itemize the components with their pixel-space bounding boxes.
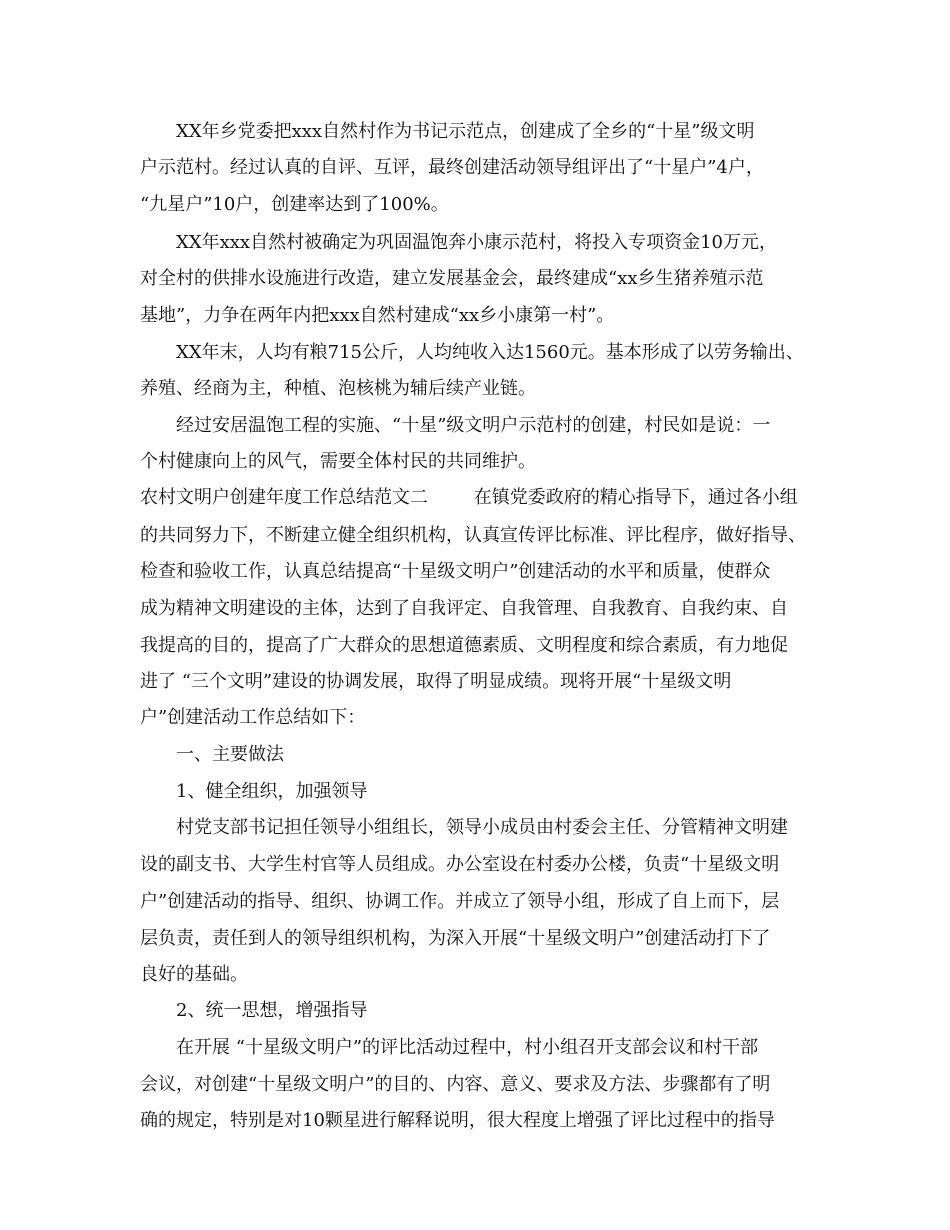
paragraph-line: XX年末，人均有粮715公斤，人均纯收入达1560元。基本形成了以劳务输出、	[176, 342, 804, 363]
paragraph-line: 确的规定，特别是对10颗星进行解释说明，很大程度上增强了评比过程中的指导	[140, 1110, 775, 1131]
paragraph-line: 户”创建活动工作总结如下：	[140, 707, 366, 728]
paragraph-line: 个村健康向上的风气，需要全体村民的共同维护。	[140, 451, 536, 472]
paragraph-line: 对全村的供排水设施进行改造，建立发展基金会，最终建成“xx乡生猪养殖示范	[140, 268, 764, 289]
paragraph-line: 户示范村。经过认真的自评、互评，最终创建活动领导组评出了“十星户”4户，	[140, 157, 764, 178]
subsection-heading: 1、健全组织，加强领导	[176, 781, 368, 802]
paragraph-line: XX年xxx自然村被确定为巩固温饱奔小康示范村，将投入专项资金10万元，	[176, 232, 777, 253]
paragraph-line: 经过安居温饱工程的实施、“十星”级文明户示范村的创建，村民如是说：一	[176, 415, 771, 436]
paragraph-line: 农村文明户创建年度工作总结范文二 在镇党委政府的精心指导下，通过各小组	[140, 487, 798, 508]
section-heading: 一、主要做法	[176, 744, 284, 765]
paragraph-line: 的共同努力下，不断建立健全组织机构，认真宣传评比标准、评比程序，做好指导、	[140, 525, 806, 546]
paragraph-line: 成为精神文明建设的主体，达到了自我评定、自我管理、自我教育、自我约束、自	[140, 598, 788, 619]
subsection-heading: 2、统一思想，增强指导	[176, 1000, 368, 1021]
paragraph-line: 进了 “三个文明”建设的协调发展，取得了明显成绩。现将开展“十星级文明	[140, 671, 732, 692]
paragraph-line: 在开展 “十星级文明户”的评比活动过程中，村小组召开支部会议和村干部	[176, 1037, 759, 1058]
paragraph-line: 层负责，责任到人的领导组织机构，为深入开展“十星级文明户”创建活动打下了	[140, 928, 771, 949]
paragraph-line: 户”创建活动的指导、组织、协调工作。并成立了领导小组，形成了自上而下，层	[140, 891, 780, 912]
paragraph-line: 我提高的目的，提高了广大群众的思想道德素质、文明程度和综合素质，有力地促	[140, 635, 788, 656]
paragraph-line: 养殖、经商为主，种植、泡核桃为辅后续产业链。	[140, 378, 536, 399]
paragraph-line: 设的副支书、大学生村官等人员组成。办公室设在村委办公楼，负责“十星级文明	[140, 854, 780, 875]
paragraph-line: 会议，对创建“十星级文明户”的目的、内容、意义、要求及方法、步骤都有了明	[140, 1074, 771, 1095]
paragraph-line: 良好的基础。	[140, 964, 248, 985]
paragraph-line: XX年乡党委把xxx自然村作为书记示范点，创建成了全乡的“十星”级文明	[176, 121, 755, 142]
paragraph-line: 基地”，力争在两年内把xxx自然村建成“xx乡小康第一村”。	[140, 305, 615, 326]
paragraph-line: 检查和验收工作，认真总结提高“十星级文明户”创建活动的水平和质量，使群众	[140, 561, 771, 582]
paragraph-line: “九星户”10户，创建率达到了100%。	[140, 194, 449, 215]
paragraph-line: 村党支部书记担任领导小组组长，领导小成员由村委会主任、分管精神文明建	[176, 817, 788, 838]
